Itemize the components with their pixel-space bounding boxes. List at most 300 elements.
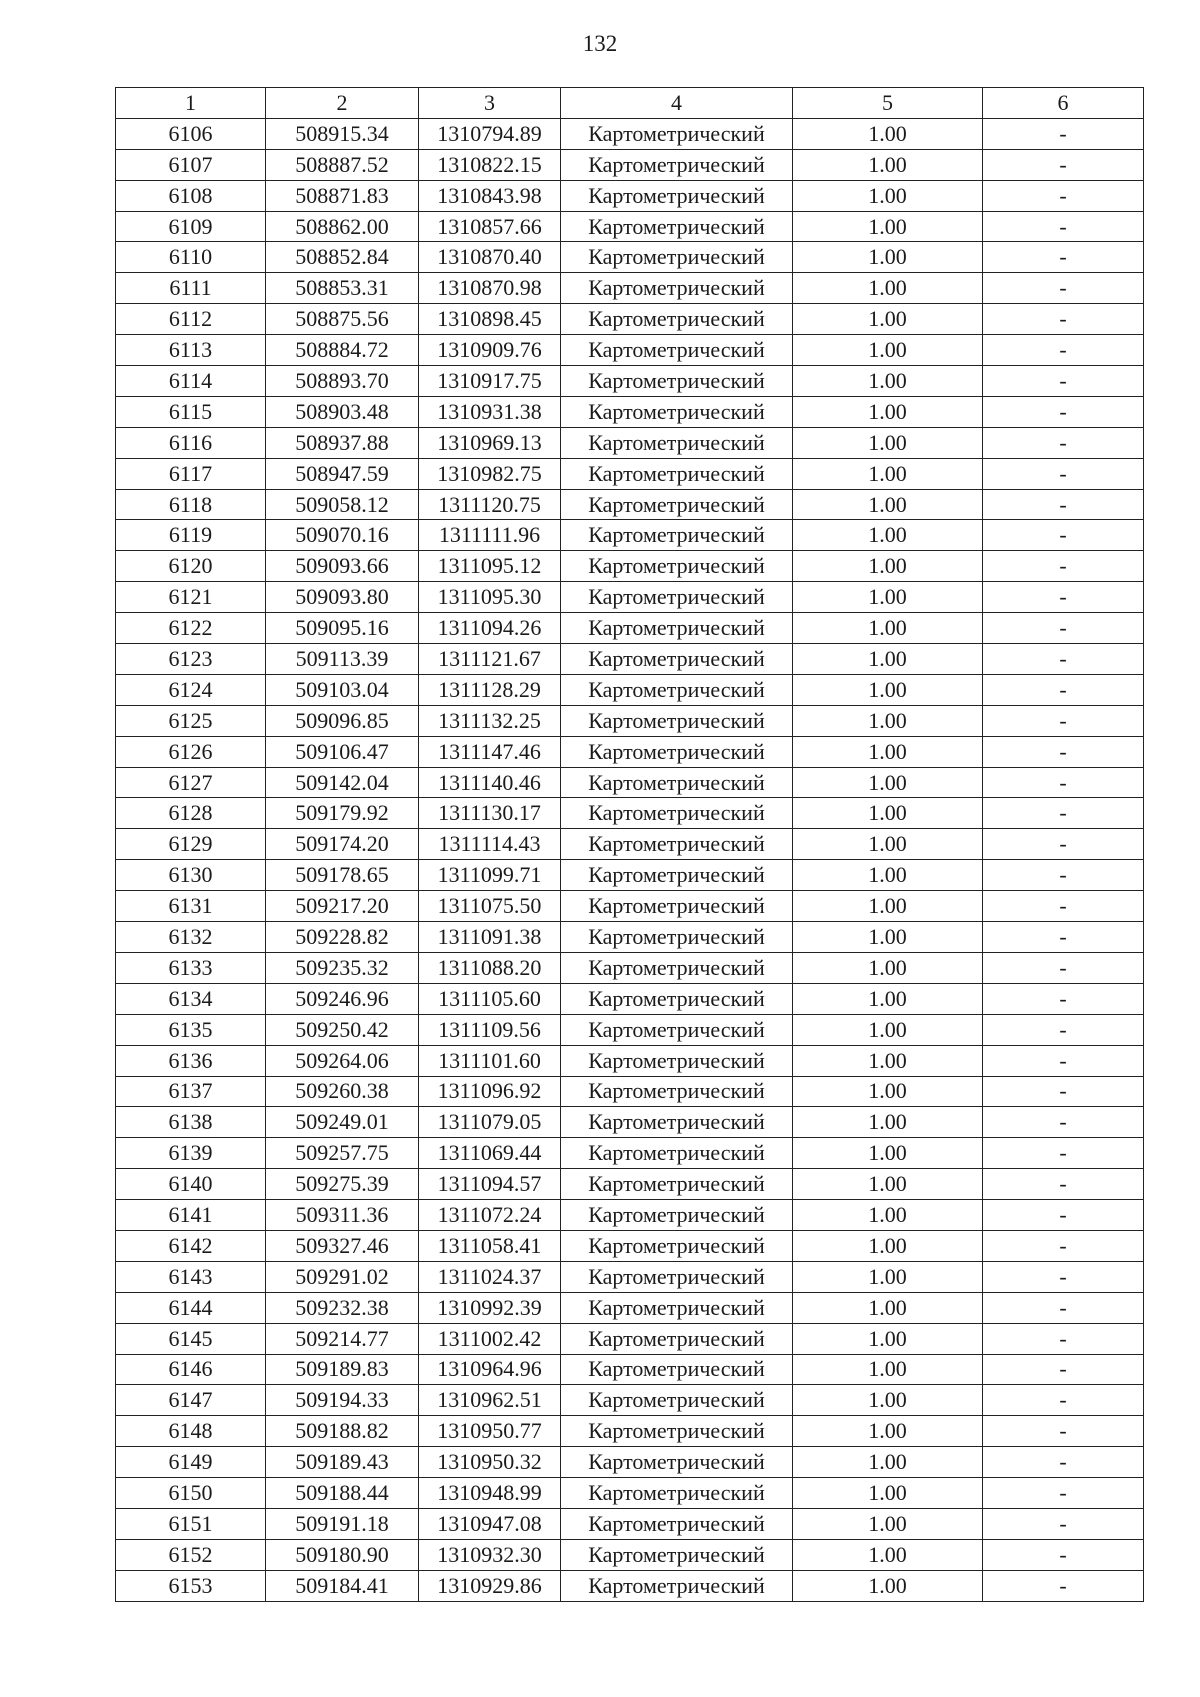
method-cell: Картометрический [561, 489, 793, 520]
point-number-cell: 6149 [116, 1447, 266, 1478]
note-cell: - [983, 1107, 1144, 1138]
y-coordinate-cell: 1310962.51 [419, 1385, 561, 1416]
table-row [116, 1508, 1144, 1539]
x-coordinate-cell: 509311.36 [266, 1200, 419, 1231]
method-cell: Картометрический [561, 1261, 793, 1292]
accuracy-cell: 1.00 [793, 983, 983, 1014]
y-coordinate-cell: 1311121.67 [419, 644, 561, 675]
table-row [116, 273, 1144, 304]
table-row [116, 1292, 1144, 1323]
note-cell: - [983, 952, 1144, 983]
accuracy-cell: 1.00 [793, 1478, 983, 1509]
y-coordinate-cell: 1310822.15 [419, 149, 561, 180]
note-cell: - [983, 736, 1144, 767]
method-cell: Картометрический [561, 1138, 793, 1169]
method-cell: Картометрический [561, 952, 793, 983]
note-cell: - [983, 922, 1144, 953]
x-coordinate-cell: 509142.04 [266, 767, 419, 798]
x-coordinate-cell: 508915.34 [266, 118, 419, 149]
point-number-cell: 6143 [116, 1261, 266, 1292]
x-coordinate-cell: 509106.47 [266, 736, 419, 767]
page-number: 132 [582, 31, 618, 56]
note-cell: - [983, 1539, 1144, 1570]
x-coordinate-cell: 508852.84 [266, 242, 419, 273]
accuracy-cell: 1.00 [793, 1570, 983, 1601]
x-coordinate-cell: 509096.85 [266, 705, 419, 736]
table-row [116, 1354, 1144, 1385]
table-row [116, 860, 1144, 891]
point-number-cell: 6113 [116, 335, 266, 366]
note-cell: - [983, 798, 1144, 829]
point-number-cell: 6108 [116, 180, 266, 211]
accuracy-cell: 1.00 [793, 644, 983, 675]
y-coordinate-cell: 1311088.20 [419, 952, 561, 983]
y-coordinate-cell: 1311069.44 [419, 1138, 561, 1169]
point-number-cell: 6133 [116, 952, 266, 983]
table-row [116, 1076, 1144, 1107]
y-coordinate-cell: 1311105.60 [419, 983, 561, 1014]
x-coordinate-cell: 509093.80 [266, 582, 419, 613]
x-coordinate-cell: 509184.41 [266, 1570, 419, 1601]
accuracy-cell: 1.00 [793, 427, 983, 458]
table-row [116, 613, 1144, 644]
table-row [116, 149, 1144, 180]
x-coordinate-cell: 508853.31 [266, 273, 419, 304]
y-coordinate-cell: 1311114.43 [419, 829, 561, 860]
method-cell: Картометрический [561, 1200, 793, 1231]
note-cell: - [983, 520, 1144, 551]
y-coordinate-cell: 1311111.96 [419, 520, 561, 551]
accuracy-cell: 1.00 [793, 551, 983, 582]
y-coordinate-cell: 1310964.96 [419, 1354, 561, 1385]
method-cell: Картометрический [561, 1508, 793, 1539]
accuracy-cell: 1.00 [793, 952, 983, 983]
point-number-cell: 6131 [116, 891, 266, 922]
x-coordinate-cell: 509103.04 [266, 674, 419, 705]
note-cell: - [983, 1508, 1144, 1539]
x-coordinate-cell: 509093.66 [266, 551, 419, 582]
point-number-cell: 6128 [116, 798, 266, 829]
note-cell: - [983, 1045, 1144, 1076]
table-row [116, 798, 1144, 829]
point-number-cell: 6125 [116, 705, 266, 736]
y-coordinate-cell: 1311024.37 [419, 1261, 561, 1292]
y-coordinate-cell: 1310931.38 [419, 396, 561, 427]
x-coordinate-cell: 509189.83 [266, 1354, 419, 1385]
x-coordinate-cell: 509235.32 [266, 952, 419, 983]
method-cell: Картометрический [561, 427, 793, 458]
table-row [116, 180, 1144, 211]
method-cell: Картометрический [561, 582, 793, 613]
point-number-cell: 6146 [116, 1354, 266, 1385]
method-cell: Картометрический [561, 1169, 793, 1200]
y-coordinate-cell: 1310947.08 [419, 1508, 561, 1539]
y-coordinate-cell: 1310909.76 [419, 335, 561, 366]
x-coordinate-cell: 509260.38 [266, 1076, 419, 1107]
accuracy-cell: 1.00 [793, 860, 983, 891]
table-row [116, 304, 1144, 335]
table-row [116, 427, 1144, 458]
y-coordinate-cell: 1311132.25 [419, 705, 561, 736]
note-cell: - [983, 396, 1144, 427]
method-cell: Картометрический [561, 273, 793, 304]
accuracy-cell: 1.00 [793, 1076, 983, 1107]
x-coordinate-cell: 509188.82 [266, 1416, 419, 1447]
note-cell: - [983, 211, 1144, 242]
accuracy-cell: 1.00 [793, 922, 983, 953]
accuracy-cell: 1.00 [793, 1107, 983, 1138]
accuracy-cell: 1.00 [793, 1508, 983, 1539]
x-coordinate-cell: 509095.16 [266, 613, 419, 644]
y-coordinate-cell: 1311095.30 [419, 582, 561, 613]
table-row [116, 1261, 1144, 1292]
table-row [116, 983, 1144, 1014]
method-cell: Картометрический [561, 860, 793, 891]
column-header-2: 2 [266, 88, 419, 119]
accuracy-cell: 1.00 [793, 736, 983, 767]
table-row [116, 520, 1144, 551]
accuracy-cell: 1.00 [793, 149, 983, 180]
method-cell: Картометрический [561, 520, 793, 551]
accuracy-cell: 1.00 [793, 891, 983, 922]
note-cell: - [983, 582, 1144, 613]
accuracy-cell: 1.00 [793, 1385, 983, 1416]
table-row [116, 1107, 1144, 1138]
accuracy-cell: 1.00 [793, 489, 983, 520]
table-row [116, 582, 1144, 613]
note-cell: - [983, 366, 1144, 397]
note-cell: - [983, 1230, 1144, 1261]
point-number-cell: 6150 [116, 1478, 266, 1509]
table-row [116, 1045, 1144, 1076]
table-row [116, 767, 1144, 798]
y-coordinate-cell: 1311091.38 [419, 922, 561, 953]
y-coordinate-cell: 1311101.60 [419, 1045, 561, 1076]
y-coordinate-cell: 1311072.24 [419, 1200, 561, 1231]
y-coordinate-cell: 1310898.45 [419, 304, 561, 335]
accuracy-cell: 1.00 [793, 1323, 983, 1354]
accuracy-cell: 1.00 [793, 1447, 983, 1478]
x-coordinate-cell: 509214.77 [266, 1323, 419, 1354]
accuracy-cell: 1.00 [793, 767, 983, 798]
column-header-5: 5 [793, 88, 983, 119]
note-cell: - [983, 674, 1144, 705]
note-cell: - [983, 1385, 1144, 1416]
accuracy-cell: 1.00 [793, 1045, 983, 1076]
y-coordinate-cell: 1310870.98 [419, 273, 561, 304]
y-coordinate-cell: 1311075.50 [419, 891, 561, 922]
point-number-cell: 6126 [116, 736, 266, 767]
y-coordinate-cell: 1311002.42 [419, 1323, 561, 1354]
y-coordinate-cell: 1310857.66 [419, 211, 561, 242]
note-cell: - [983, 829, 1144, 860]
method-cell: Картометрический [561, 1570, 793, 1601]
y-coordinate-cell: 1311140.46 [419, 767, 561, 798]
note-cell: - [983, 118, 1144, 149]
y-coordinate-cell: 1310929.86 [419, 1570, 561, 1601]
x-coordinate-cell: 509217.20 [266, 891, 419, 922]
x-coordinate-cell: 509246.96 [266, 983, 419, 1014]
point-number-cell: 6152 [116, 1539, 266, 1570]
table-row [116, 489, 1144, 520]
point-number-cell: 6118 [116, 489, 266, 520]
table-row [116, 396, 1144, 427]
note-cell: - [983, 644, 1144, 675]
column-header-4: 4 [561, 88, 793, 119]
note-cell: - [983, 1138, 1144, 1169]
table-row [116, 458, 1144, 489]
table-row [116, 1230, 1144, 1261]
accuracy-cell: 1.00 [793, 582, 983, 613]
method-cell: Картометрический [561, 767, 793, 798]
point-number-cell: 6107 [116, 149, 266, 180]
method-cell: Картометрический [561, 1354, 793, 1385]
note-cell: - [983, 180, 1144, 211]
x-coordinate-cell: 508875.56 [266, 304, 419, 335]
y-coordinate-cell: 1311095.12 [419, 551, 561, 582]
table-row [116, 551, 1144, 582]
table-row [116, 1323, 1144, 1354]
table-row [116, 922, 1144, 953]
method-cell: Картометрический [561, 644, 793, 675]
x-coordinate-cell: 509188.44 [266, 1478, 419, 1509]
table-row [116, 674, 1144, 705]
method-cell: Картометрический [561, 1076, 793, 1107]
point-number-cell: 6138 [116, 1107, 266, 1138]
point-number-cell: 6106 [116, 118, 266, 149]
point-number-cell: 6142 [116, 1230, 266, 1261]
x-coordinate-cell: 509174.20 [266, 829, 419, 860]
y-coordinate-cell: 1310794.89 [419, 118, 561, 149]
method-cell: Картометрический [561, 1014, 793, 1045]
method-cell: Картометрический [561, 149, 793, 180]
y-coordinate-cell: 1310870.40 [419, 242, 561, 273]
x-coordinate-cell: 509070.16 [266, 520, 419, 551]
point-number-cell: 6151 [116, 1508, 266, 1539]
accuracy-cell: 1.00 [793, 180, 983, 211]
accuracy-cell: 1.00 [793, 335, 983, 366]
table-row [116, 1416, 1144, 1447]
column-header-6: 6 [983, 88, 1144, 119]
x-coordinate-cell: 509058.12 [266, 489, 419, 520]
y-coordinate-cell: 1310843.98 [419, 180, 561, 211]
method-cell: Картометрический [561, 983, 793, 1014]
accuracy-cell: 1.00 [793, 674, 983, 705]
method-cell: Картометрический [561, 613, 793, 644]
point-number-cell: 6109 [116, 211, 266, 242]
note-cell: - [983, 149, 1144, 180]
x-coordinate-cell: 508937.88 [266, 427, 419, 458]
x-coordinate-cell: 509250.42 [266, 1014, 419, 1045]
y-coordinate-cell: 1310932.30 [419, 1539, 561, 1570]
point-number-cell: 6147 [116, 1385, 266, 1416]
point-number-cell: 6144 [116, 1292, 266, 1323]
y-coordinate-cell: 1311079.05 [419, 1107, 561, 1138]
table-row [116, 211, 1144, 242]
note-cell: - [983, 1478, 1144, 1509]
method-cell: Картометрический [561, 736, 793, 767]
method-cell: Картометрический [561, 674, 793, 705]
y-coordinate-cell: 1311058.41 [419, 1230, 561, 1261]
method-cell: Картометрический [561, 829, 793, 860]
accuracy-cell: 1.00 [793, 1169, 983, 1200]
accuracy-cell: 1.00 [793, 1230, 983, 1261]
column-header-1: 1 [116, 88, 266, 119]
x-coordinate-cell: 509179.92 [266, 798, 419, 829]
note-cell: - [983, 891, 1144, 922]
table-row [116, 1014, 1144, 1045]
point-number-cell: 6153 [116, 1570, 266, 1601]
point-number-cell: 6111 [116, 273, 266, 304]
x-coordinate-cell: 509275.39 [266, 1169, 419, 1200]
x-coordinate-cell: 509249.01 [266, 1107, 419, 1138]
point-number-cell: 6124 [116, 674, 266, 705]
table-body [116, 118, 1144, 1601]
point-number-cell: 6136 [116, 1045, 266, 1076]
method-cell: Картометрический [561, 1230, 793, 1261]
x-coordinate-cell: 509180.90 [266, 1539, 419, 1570]
method-cell: Картометрический [561, 1107, 793, 1138]
x-coordinate-cell: 508871.83 [266, 180, 419, 211]
x-coordinate-cell: 509191.18 [266, 1508, 419, 1539]
accuracy-cell: 1.00 [793, 118, 983, 149]
note-cell: - [983, 1416, 1144, 1447]
table-row [116, 952, 1144, 983]
table-row [116, 1478, 1144, 1509]
method-cell: Картометрический [561, 458, 793, 489]
accuracy-cell: 1.00 [793, 366, 983, 397]
point-number-cell: 6137 [116, 1076, 266, 1107]
note-cell: - [983, 1447, 1144, 1478]
table-row [116, 366, 1144, 397]
point-number-cell: 6145 [116, 1323, 266, 1354]
y-coordinate-cell: 1311099.71 [419, 860, 561, 891]
accuracy-cell: 1.00 [793, 396, 983, 427]
table-row [116, 1200, 1144, 1231]
y-coordinate-cell: 1311096.92 [419, 1076, 561, 1107]
table-row [116, 1169, 1144, 1200]
accuracy-cell: 1.00 [793, 1354, 983, 1385]
x-coordinate-cell: 509194.33 [266, 1385, 419, 1416]
method-cell: Картометрический [561, 1416, 793, 1447]
note-cell: - [983, 983, 1144, 1014]
y-coordinate-cell: 1310950.32 [419, 1447, 561, 1478]
method-cell: Картометрический [561, 211, 793, 242]
accuracy-cell: 1.00 [793, 705, 983, 736]
x-coordinate-cell: 509189.43 [266, 1447, 419, 1478]
note-cell: - [983, 273, 1144, 304]
accuracy-cell: 1.00 [793, 829, 983, 860]
accuracy-cell: 1.00 [793, 798, 983, 829]
method-cell: Картометрический [561, 1045, 793, 1076]
y-coordinate-cell: 1310982.75 [419, 458, 561, 489]
accuracy-cell: 1.00 [793, 613, 983, 644]
point-number-cell: 6127 [116, 767, 266, 798]
x-coordinate-cell: 509264.06 [266, 1045, 419, 1076]
x-coordinate-cell: 508862.00 [266, 211, 419, 242]
table-row [116, 736, 1144, 767]
note-cell: - [983, 1292, 1144, 1323]
table-header [116, 88, 1144, 119]
x-coordinate-cell: 509113.39 [266, 644, 419, 675]
table-row [116, 1138, 1144, 1169]
method-cell: Картометрический [561, 1447, 793, 1478]
x-coordinate-cell: 508887.52 [266, 149, 419, 180]
method-cell: Картометрический [561, 118, 793, 149]
x-coordinate-cell: 508884.72 [266, 335, 419, 366]
note-cell: - [983, 1354, 1144, 1385]
method-cell: Картометрический [561, 396, 793, 427]
accuracy-cell: 1.00 [793, 520, 983, 551]
note-cell: - [983, 489, 1144, 520]
note-cell: - [983, 705, 1144, 736]
accuracy-cell: 1.00 [793, 211, 983, 242]
x-coordinate-cell: 509257.75 [266, 1138, 419, 1169]
column-header-3: 3 [419, 88, 561, 119]
note-cell: - [983, 1014, 1144, 1045]
point-number-cell: 6134 [116, 983, 266, 1014]
x-coordinate-cell: 509232.38 [266, 1292, 419, 1323]
point-number-cell: 6110 [116, 242, 266, 273]
point-number-cell: 6129 [116, 829, 266, 860]
table-row [116, 1570, 1144, 1601]
x-coordinate-cell: 508903.48 [266, 396, 419, 427]
method-cell: Картометрический [561, 366, 793, 397]
point-number-cell: 6140 [116, 1169, 266, 1200]
note-cell: - [983, 860, 1144, 891]
accuracy-cell: 1.00 [793, 1292, 983, 1323]
accuracy-cell: 1.00 [793, 1014, 983, 1045]
note-cell: - [983, 1200, 1144, 1231]
method-cell: Картометрический [561, 1323, 793, 1354]
note-cell: - [983, 242, 1144, 273]
point-number-cell: 6120 [116, 551, 266, 582]
note-cell: - [983, 767, 1144, 798]
method-cell: Картометрический [561, 1478, 793, 1509]
y-coordinate-cell: 1311120.75 [419, 489, 561, 520]
accuracy-cell: 1.00 [793, 242, 983, 273]
x-coordinate-cell: 508947.59 [266, 458, 419, 489]
note-cell: - [983, 1323, 1144, 1354]
x-coordinate-cell: 509178.65 [266, 860, 419, 891]
y-coordinate-cell: 1311094.26 [419, 613, 561, 644]
x-coordinate-cell: 509228.82 [266, 922, 419, 953]
method-cell: Картометрический [561, 551, 793, 582]
table-row [116, 242, 1144, 273]
method-cell: Картометрический [561, 798, 793, 829]
note-cell: - [983, 458, 1144, 489]
accuracy-cell: 1.00 [793, 1539, 983, 1570]
table-row [116, 118, 1144, 149]
table-row [116, 1447, 1144, 1478]
accuracy-cell: 1.00 [793, 458, 983, 489]
x-coordinate-cell: 509327.46 [266, 1230, 419, 1261]
point-number-cell: 6116 [116, 427, 266, 458]
accuracy-cell: 1.00 [793, 1416, 983, 1447]
y-coordinate-cell: 1310917.75 [419, 366, 561, 397]
note-cell: - [983, 613, 1144, 644]
accuracy-cell: 1.00 [793, 1261, 983, 1292]
note-cell: - [983, 304, 1144, 335]
accuracy-cell: 1.00 [793, 304, 983, 335]
point-number-cell: 6115 [116, 396, 266, 427]
point-number-cell: 6112 [116, 304, 266, 335]
point-number-cell: 6114 [116, 366, 266, 397]
note-cell: - [983, 427, 1144, 458]
point-number-cell: 6121 [116, 582, 266, 613]
note-cell: - [983, 1169, 1144, 1200]
method-cell: Картометрический [561, 180, 793, 211]
